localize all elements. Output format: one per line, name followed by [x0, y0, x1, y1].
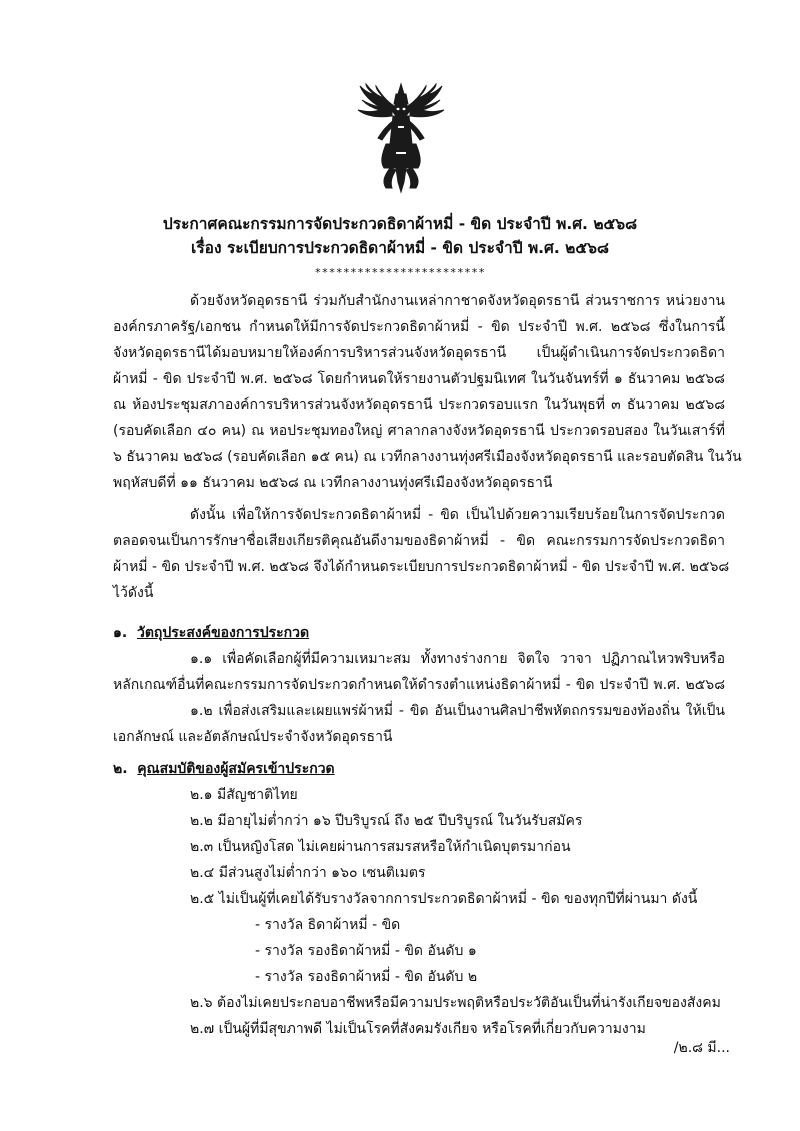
garuda-emblem-icon — [356, 82, 446, 194]
section2-item: ๒.๖ ต้องไม่เคยประกอบอาชีพหรือมีความประพฤติหรือประวัติอันเป็นที่น่ารังเกียจของสังคม — [190, 995, 721, 1011]
section2-number: ๒. — [113, 761, 128, 777]
intro-para2-line: ไว้ดังนี้ — [113, 585, 154, 601]
section2-heading — [113, 756, 725, 782]
section2-item: ๒.๗ เป็นผู้ที่มีสุขภาพดี ไม่เป็นโรคที่สังคมรังเกียจ หรือโรคที่เกี่ยวกับความงาม — [190, 1021, 646, 1037]
intro-para1-line: ผ้าหมี่ - ขิด ประจำปี พ.ศ. ๒๕๖๘ โดยกำหนดให้รายงานตัวปฐมนิเทศ ในวันจันทร์ที่ ๑ ธันวาคม ๒๕๖๘ — [113, 371, 725, 387]
award-item: - รางวัล รองธิดาผ้าหมี่ - ขิด อันดับ ๑ — [255, 943, 477, 959]
section2-item: ๒.๒ มีอายุไม่ต่ำกว่า ๑๖ ปีบริบูรณ์ ถึง ๒๕ ปีบริบูรณ์ ในวันรับสมัคร — [190, 813, 583, 829]
announcement-title: ประกาศคณะกรรมการจัดประกวดธิดาผ้าหมี่ - ขิด ประจำปี พ.ศ. ๒๕๖๘ — [162, 215, 638, 233]
intro-para2-line: ตลอดจนเป็นการรักษาชื่อเสียงเกียรติคุณอันดีงามของธิดาผ้าหมี่ - ขิด คณะกรรมการจัดประกวดธิดา — [113, 533, 725, 549]
section2-item: ๒.๕ ไม่เป็นผู้ที่เคยได้รับรางวัลจากการประกวดธิดาผ้าหมี่ - ขิด ของทุกปีที่ผ่านมา ดังนี้ — [190, 891, 698, 907]
award-item: - รางวัล ธิดาผ้าหมี่ - ขิด — [255, 917, 401, 933]
section1-line: ๑.๑ เพื่อคัดเลือกผู้ที่มีความเหมาะสม ทั้งทางร่างกาย จิตใจ วาจา ปฏิภาณไหวพริบหรือ — [190, 651, 725, 667]
intro-para1-line: พฤหัสบดีที่ ๑๑ ธันวาคม ๒๕๖๘ ณ เวทีกลางงานทุ่งศรีเมืองจังหวัดอุดรธานี — [113, 475, 553, 491]
intro-para1-line: ๖ ธันวาคม ๒๕๖๘ (รอบคัดเลือก ๑๕ คน) ณ เวทีกลางงานทุ่งศรีเมืองจังหวัดอุดรธานี และรอบตัดสิน ในวัน — [113, 449, 742, 465]
intro-para1-line: จังหวัดอุดรธานีได้มอบหมายให้องค์การบริหารส่วนจังหวัดอุดรธานี เป็นผู้ดำเนินการจัดประกวดธิดา — [113, 345, 725, 361]
intro-para1-line: (รอบคัดเลือก ๔๐ คน) ณ หอประชุมทองใหญ่ ศาลากลางจังหวัดอุดรธานี ประกวดรอบสอง ในวันเสาร์ที่ — [113, 423, 725, 439]
section1-heading — [113, 620, 725, 646]
section1-number: ๑. — [113, 625, 128, 641]
section1-line: หลักเกณฑ์อื่นที่คณะกรรมการจัดประกวดกำหนดให้ดำรงตำแหน่งธิดาผ้าหมี่ - ขิด ประจำปี พ.ศ. ๒๕๖๘ — [113, 677, 725, 693]
section1-title: วัตถุประสงค์ของการประกวด — [136, 625, 310, 641]
section1-line: เอกลักษณ์ และอัตลักษณ์ประจำจังหวัดอุดรธานี — [113, 729, 393, 745]
intro-para2-line: ดังนั้น เพื่อให้การจัดประกวดธิดาผ้าหมี่ - ขิด เป็นไปด้วยความเรียบร้อยในการจัดประกวด — [190, 507, 725, 523]
announcement-subject: เรื่อง ระเบียบการประกวดธิดาผ้าหมี่ - ขิด ประจำปี พ.ศ. ๒๕๖๘ — [191, 239, 609, 257]
section2-item: ๒.๑ มีสัญชาติไทย — [190, 787, 298, 803]
section2-item: ๒.๓ เป็นหญิงโสด ไม่เคยผ่านการสมรสหรือให้กำเนิดบุตรมาก่อน — [190, 839, 571, 855]
page-continuation: /๒.๘ มี... — [673, 1040, 730, 1056]
award-item: - รางวัล รองธิดาผ้าหมี่ - ขิด อันดับ ๒ — [255, 969, 478, 985]
intro-para1-line: ณ ห้องประชุมสภาองค์การบริหารส่วนจังหวัดอุดรธานี ประกวดรอบแรก ในวันพุธที่ ๓ ธันวาคม ๒๕๖๘ — [113, 397, 725, 413]
title-separator: ************************ — [314, 266, 486, 279]
section1-line: ๑.๒ เพื่อส่งเสริมและเผยแพร่ผ้าหมี่ - ขิด อันเป็นงานศิลปาชีพหัตถกรรมของท้องถิ่น ให้เป็น — [190, 703, 725, 719]
section2-item: ๒.๔ มีส่วนสูงไม่ต่ำกว่า ๑๖๐ เซนติเมตร — [190, 865, 426, 881]
intro-para1-line: ด้วยจังหวัดอุดรธานี ร่วมกับสำนักงานเหล่ากาชาดจังหวัดอุดรธานี ส่วนราชการ หน่วยงาน — [190, 293, 725, 309]
intro-para1-line: องค์กรภาครัฐ/เอกชน กำหนดให้มีการจัดประกวดธิดาผ้าหมี่ - ขิด ประจำปี พ.ศ. ๒๕๖๘ ซึ่งในการนี้ — [113, 319, 725, 335]
section2-title: คุณสมบัติของผู้สมัครเข้าประกวด — [137, 761, 335, 777]
intro-para2-line: ผ้าหมี่ - ขิด ประจำปี พ.ศ. ๒๕๖๘ จึงได้กำหนดระเบียบการประกวดธิดาผ้าหมี่ - ขิด ประจำปี พ.ศ. ๒๕๖๘ — [113, 559, 730, 575]
